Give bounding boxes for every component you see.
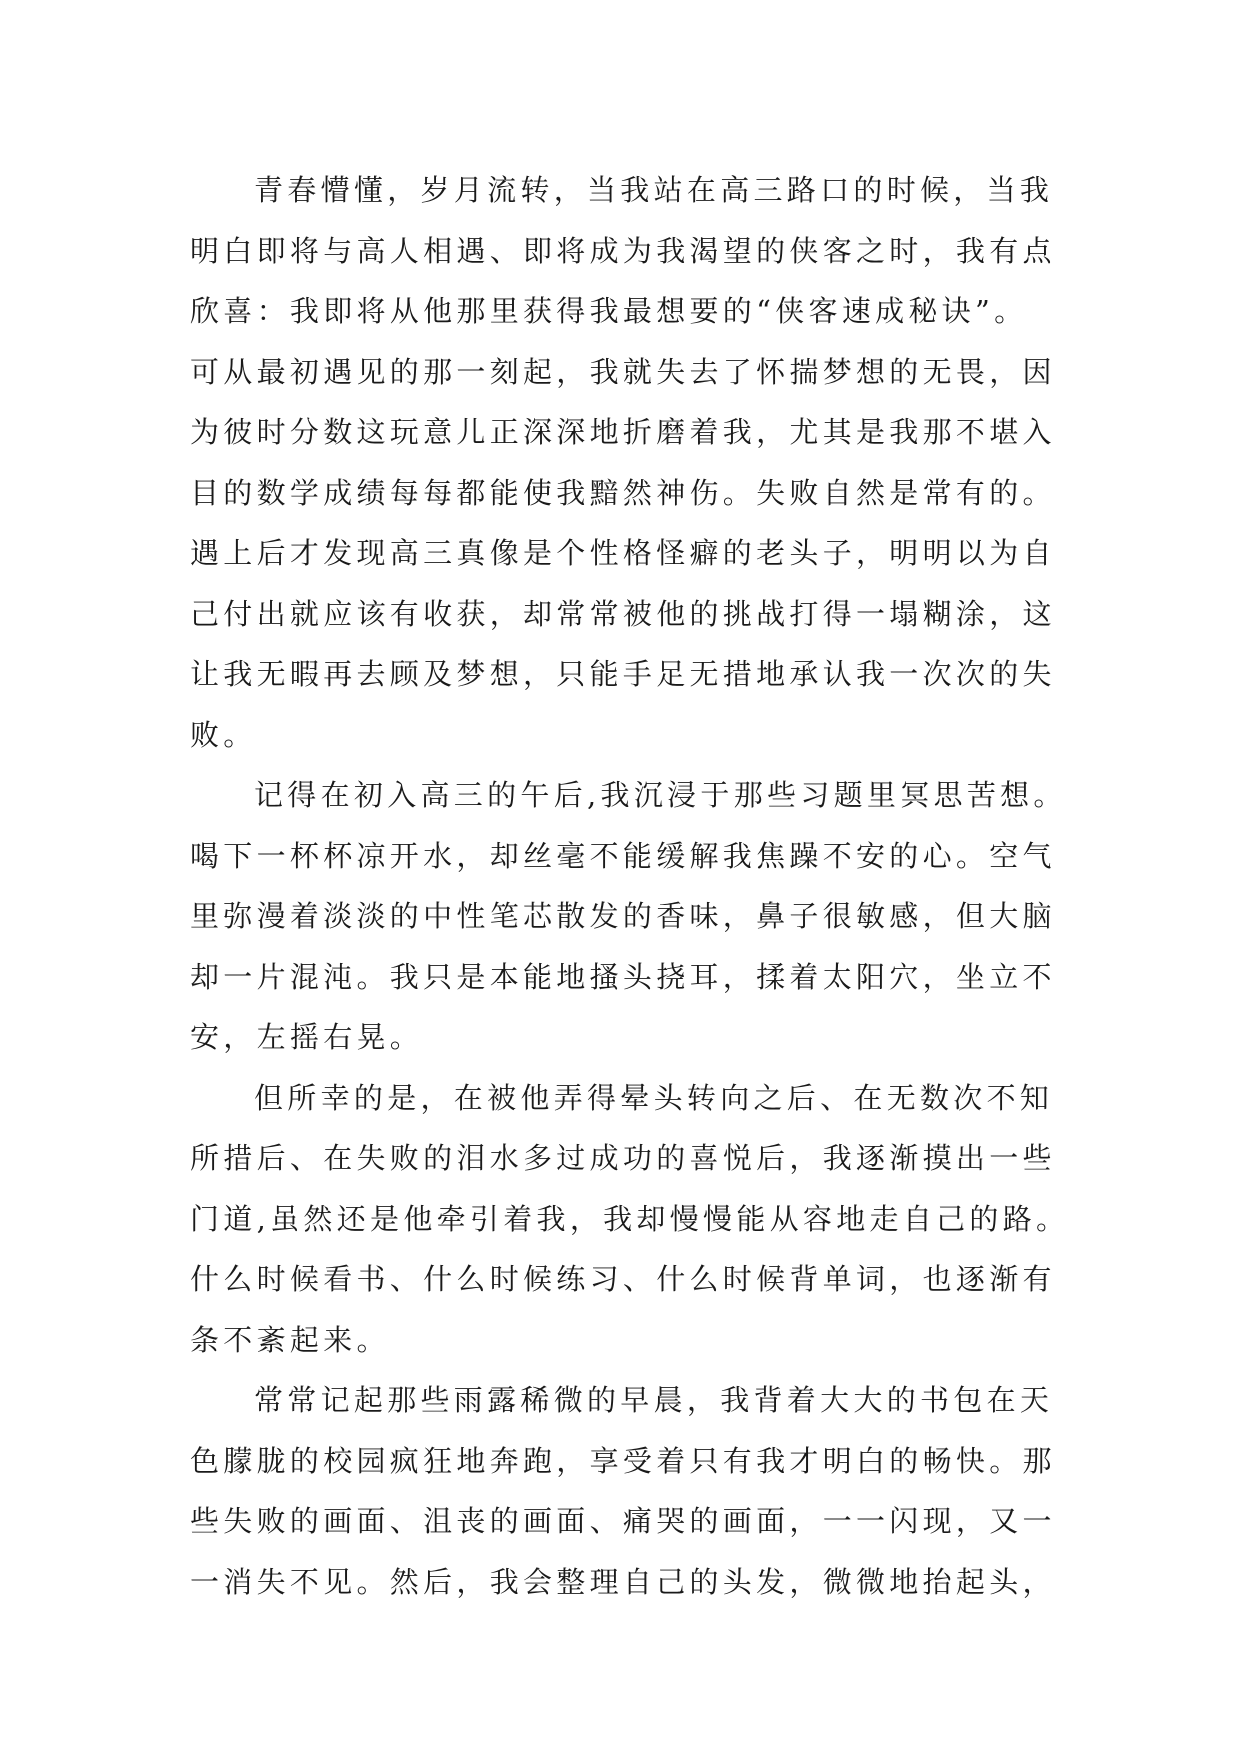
paragraph-line: 喝下一杯杯凉开水，却丝毫不能缓解我焦躁不安的心。空气	[190, 838, 1056, 873]
paragraph-line: 让我无暇再去顾及梦想，只能手足无措地承认我一次次的失	[190, 657, 1056, 691]
paragraph-line: 什么时候看书、什么时候练习、什么时候背单词，也逐渐有	[190, 1262, 1056, 1296]
paragraph-line: 门道,虽然还是他牵引着我，我却慢慢能从容地走自己的路。	[190, 1201, 1070, 1236]
paragraph-line: 目的数学成绩每每都能使我黯然神伤。失败自然是常有的。	[190, 475, 1056, 510]
paragraph-line: 色朦胧的校园疯狂地奔跑，享受着只有我才明白的畅快。那	[190, 1443, 1056, 1478]
paragraph-line: 可从最初遇见的那一刻起，我就失去了怀揣梦想的无畏，因	[190, 354, 1056, 389]
paragraph-line: 些失败的画面、沮丧的画面、痛哭的画面，一一闪现，又一	[190, 1504, 1056, 1538]
paragraph-3	[190, 1068, 1070, 1371]
paragraph-1	[190, 160, 1070, 765]
paragraph-line: 记得在初入高三的午后,我沉浸于那些习题里冥思苦想。	[254, 778, 1067, 812]
paragraph-line: 里弥漫着淡淡的中性笔芯散发的香味，鼻子很敏感，但大脑	[190, 899, 1056, 933]
paragraph-line: 青春懵懂，岁月流转，当我站在高三路口的时候，当我	[254, 173, 1054, 207]
paragraph-line: 但所幸的是，在被他弄得晕头转向之后、在无数次不知	[254, 1080, 1054, 1115]
paragraph-line: 条不紊起来。	[190, 1322, 390, 1357]
paragraph-line: 常常记起那些雨露稀微的早晨，我背着大大的书包在天	[254, 1383, 1054, 1417]
paragraph-2	[190, 765, 1070, 1068]
paragraph-4	[190, 1370, 1070, 1612]
paragraph-line: 却一片混沌。我只是本能地搔头挠耳，揉着太阳穴，坐立不	[190, 959, 1056, 994]
paragraph-line: 所措后、在失败的泪水多过成功的喜悦后，我逐渐摸出一些	[190, 1141, 1056, 1175]
paragraph-line: 一消失不见。然后，我会整理自己的头发，微微地抬起头，	[190, 1564, 1056, 1599]
paragraph-line: 明白即将与高人相遇、即将成为我渴望的侠客之时，我有点	[190, 233, 1056, 268]
paragraph-line: 败。	[190, 717, 257, 752]
essay-body	[190, 160, 1070, 1612]
paragraph-line: 为彼时分数这玩意儿正深深地折磨着我，尤其是我那不堪入	[190, 415, 1056, 449]
paragraph-line: 欣喜：我即将从他那里获得我最想要的“侠客速成秘诀”。	[190, 294, 1028, 328]
paragraph-line: 安，左摇右晃。	[190, 1020, 424, 1054]
paragraph-line: 己付出就应该有收获，却常常被他的挑战打得一塌糊涂，这	[190, 596, 1056, 631]
paragraph-line: 遇上后才发现高三真像是个性格怪癖的老头子，明明以为自	[190, 536, 1056, 570]
